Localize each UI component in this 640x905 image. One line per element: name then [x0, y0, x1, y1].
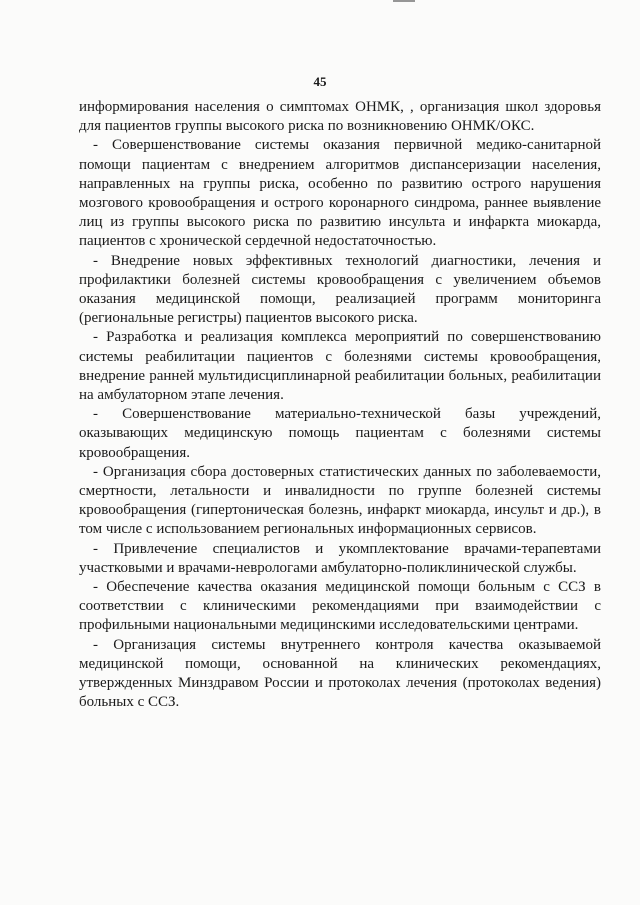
paragraph-quality-assurance: - Обеспечение качества оказания медицинской помощи больным с ССЗ в соответствии с клиническими рекомендациями при взаимодействии с профильными национальными медицинскими исследовательскими центрами. [79, 579, 601, 634]
paragraph-primary-care: - Совершенствование системы оказания первичной медико-санитарной помощи пациентам с внедрением алгоритмов диспансеризации населения, направленных на группы риска, особенно по развитию острого нарушения мозгового кровообращения и острого коронарного синдрома, раннее выявление лиц из группы высокого риска по развитию инсульта и инфаркта миокарда, пациентов с хронической сердечной недостаточностью. [79, 137, 601, 250]
paragraph-technologies: - Внедрение новых эффективных технологий диагностики, лечения и профилактики болезней системы кровообращения с увеличением объемов оказания медицинской помощи, реализацией программ мониторинга (региональные регистры) пациентов высокого риска. [79, 252, 601, 327]
paragraph-internal-control: - Организация системы внутреннего контроля качества оказываемой медицинской помощи, основанной на клинических рекомендациях, утвержденных Минздравом России и протоколах лечения (протоколах ведения) больных с ССЗ. [79, 636, 601, 711]
paragraph-statistics: - Организация сбора достоверных статистических данных по заболеваемости, смертности, летальности и инвалидности по группе болезней системы кровообращения (гипертоническая болезнь, инфаркт миокарда, инсульт и др.), в том числе с использованием региональных информационных сервисов. [79, 463, 601, 538]
paragraph-material-base: - Совершенствование материально-технической базы учреждений, оказывающих медицинскую помощь пациентам с болезнями системы кровообращения. [79, 406, 601, 461]
paragraph-staffing: - Привлечение специалистов и укомплектование врачами-терапевтами участковыми и врачами-неврологами амбулаторно-поликлинической службы. [79, 540, 601, 576]
paragraph-continuation: информирования населения о симптомах ОНМК, , организация школ здоровья для пациентов группы высокого риска по возникновению ОНМК/ОКС. [79, 99, 601, 135]
document-body [79, 98, 601, 713]
paragraph-rehabilitation: - Разработка и реализация комплекса мероприятий по совершенствованию системы реабилитации пациентов с болезнями системы кровообращения, внедрение ранней мультидисциплинарной реабилитации больных, реабилитации на амбулаторном этапе лечения. [79, 329, 601, 404]
page-number: 45 [313, 74, 327, 89]
scan-artifact [393, 0, 415, 2]
